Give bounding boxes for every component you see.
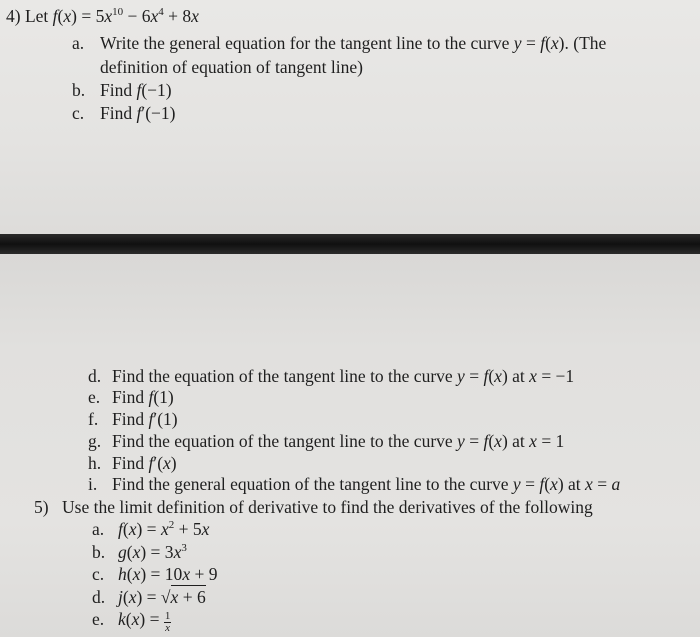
part-label: a. xyxy=(72,33,85,53)
problem-5-part-c: c. h(x) = 10x + 9 xyxy=(92,564,218,584)
part-label: d. xyxy=(92,587,106,607)
problem-4-intro: Let $f(x) = 5x^{10} - 6x^4 + 8x$ xyxy=(24,6,199,26)
part-label: e. xyxy=(88,387,101,407)
problem-4-part-h: h. Find f′(x) xyxy=(88,453,177,473)
part-label: g. xyxy=(88,431,102,451)
problem-4-number: 4) xyxy=(6,6,21,26)
problem-4-part-i: i. Find the general equation of the tangent line to the curve y = f(x) at x = a xyxy=(88,474,621,494)
bottom-page-photo xyxy=(0,254,700,637)
part-label: a. xyxy=(92,519,105,539)
top-page-photo xyxy=(0,0,700,234)
problem-5-number: 5) xyxy=(34,497,49,517)
problem-4-part-e: e. Find f(1) xyxy=(88,387,174,407)
part-label: e. xyxy=(92,609,105,629)
problem-5-heading xyxy=(34,497,593,517)
part-label: b. xyxy=(92,542,106,562)
problem-4-part-a: a. Write the general equation for the tangent line to the curve y = f(x). (The xyxy=(72,33,607,53)
part-label: h. xyxy=(88,453,102,473)
part-label: c. xyxy=(92,564,105,584)
problem-5-part-e: e. k(x) = $\frac{1}{x}$ xyxy=(92,609,171,634)
part-label: i. xyxy=(88,474,98,494)
problem-4-part-c: c. Find f′(−1) xyxy=(72,103,176,123)
problem-4-heading xyxy=(6,6,199,26)
problem-5-intro: Use the limit definition of derivative to find the derivatives of the following xyxy=(62,497,593,517)
problem-4-part-a-continued: definition of equation of tangent line) xyxy=(100,57,363,77)
part-label: c. xyxy=(72,103,85,123)
problem-5-part-d: d. j(x) = √x + 6 xyxy=(92,587,206,607)
problem-4-part-b: b. Find f(−1) xyxy=(72,80,172,100)
part-label: b. xyxy=(72,80,86,100)
problem-4-part-f: f. Find f′(1) xyxy=(88,409,178,429)
problem-5-part-a: a. $f(x) = x^2 + 5x$ xyxy=(92,519,210,539)
problem-4-part-d: d. Find the equation of the tangent line to the curve y = f(x) at x = −1 xyxy=(88,366,575,386)
problem-5-part-b: b. $g(x) = 3x^3$ xyxy=(92,542,187,562)
fraction-one-over-x: $\frac{1}{x}$ xyxy=(164,610,171,634)
part-label: d. xyxy=(88,366,102,386)
problem-4-part-g: g. Find the equation of the tangent line to the curve y = f(x) at x = 1 xyxy=(88,431,565,451)
part-label: f. xyxy=(88,409,99,429)
page-divider xyxy=(0,234,700,254)
